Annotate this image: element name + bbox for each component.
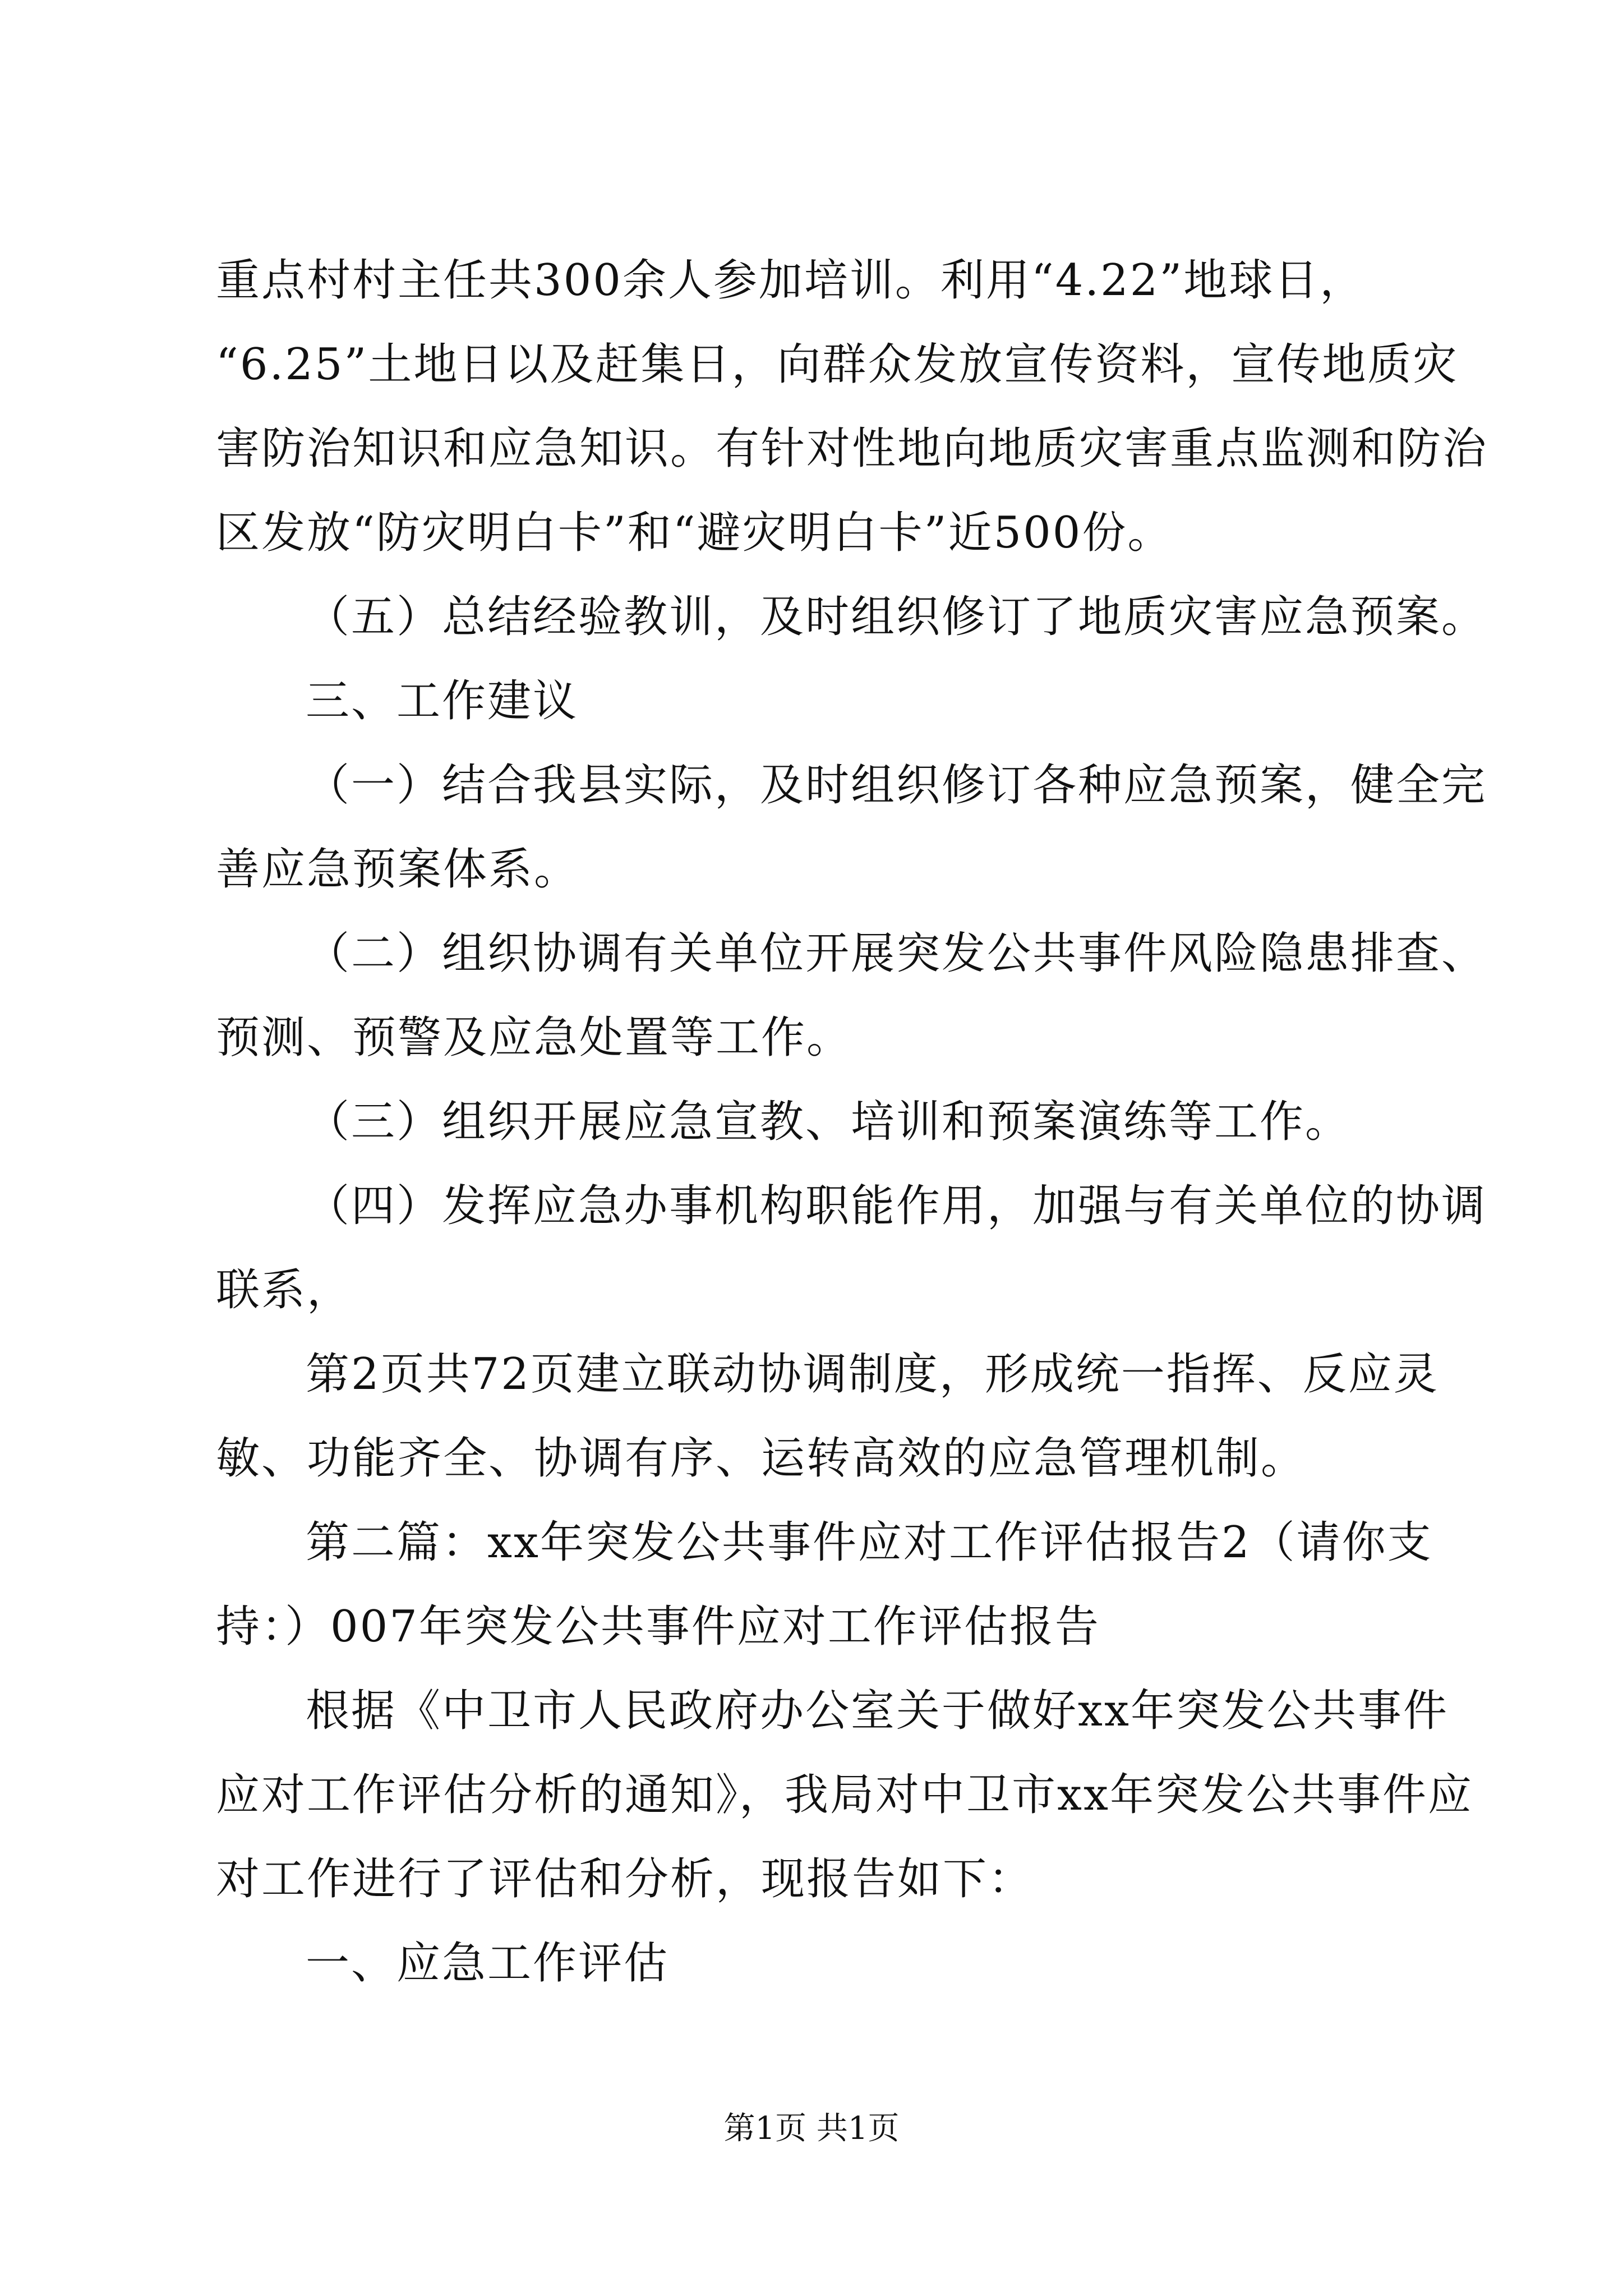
text-line: 持：）007年突发公共事件应对工作评估报告 <box>216 1602 1100 1652</box>
page-footer: 第1页 共1页 <box>723 2110 900 2147</box>
text-line: 对工作进行了评估和分析，现报告如下： <box>216 1854 1034 1904</box>
text-line: 善应急预案体系。 <box>216 844 580 895</box>
text-line: 联系， <box>216 1265 353 1315</box>
text-line: （四）发挥应急办事机构职能作用，加强与有关单位的协调 <box>306 1181 1487 1231</box>
text-line: “6.25”土地日以及赶集日，向群众发放宣传资料，宣传地质灾 <box>216 339 1459 390</box>
text-line: 重点村村主任共300余人参加培训。利用“4.22”地球日， <box>216 255 1366 306</box>
text-line: 第2页共72页建立联动协调制度，形成统一指挥、反应灵 <box>306 1349 1439 1400</box>
text-line: 区发放“防灾明白卡”和“避灾明白卡”近500份。 <box>216 508 1173 558</box>
text-line: 根据《中卫市人民政府办公室关于做好xx年突发公共事件 <box>306 1686 1449 1736</box>
text-line: 害防治知识和应急知识。有针对性地向地质灾害重点监测和防治 <box>216 424 1488 474</box>
text-line: （一）结合我县实际，及时组织修订各种应急预案，健全完 <box>306 760 1487 811</box>
text-line: 第二篇：xx年突发公共事件应对工作评估报告2（请你支 <box>306 1517 1433 1568</box>
text-line: 敏、功能齐全、协调有序、运转高效的应急管理机制。 <box>216 1433 1307 1484</box>
section-heading: 三、工作建议 <box>306 676 579 726</box>
section-heading: 一、应急工作评估 <box>306 1938 670 1989</box>
text-line: （五）总结经验教训，及时组织修订了地质灾害应急预案。 <box>306 592 1487 642</box>
text-line: （三）组织开展应急宣教、培训和预案演练等工作。 <box>306 1097 1351 1147</box>
text-line: 应对工作评估分析的通知》，我局对中卫市xx年突发公共事件应 <box>216 1770 1473 1820</box>
text-line: （二）组织协调有关单位开展突发公共事件风险隐患排查、 <box>306 928 1487 979</box>
text-line: 预测、预警及应急处置等工作。 <box>216 1013 852 1063</box>
